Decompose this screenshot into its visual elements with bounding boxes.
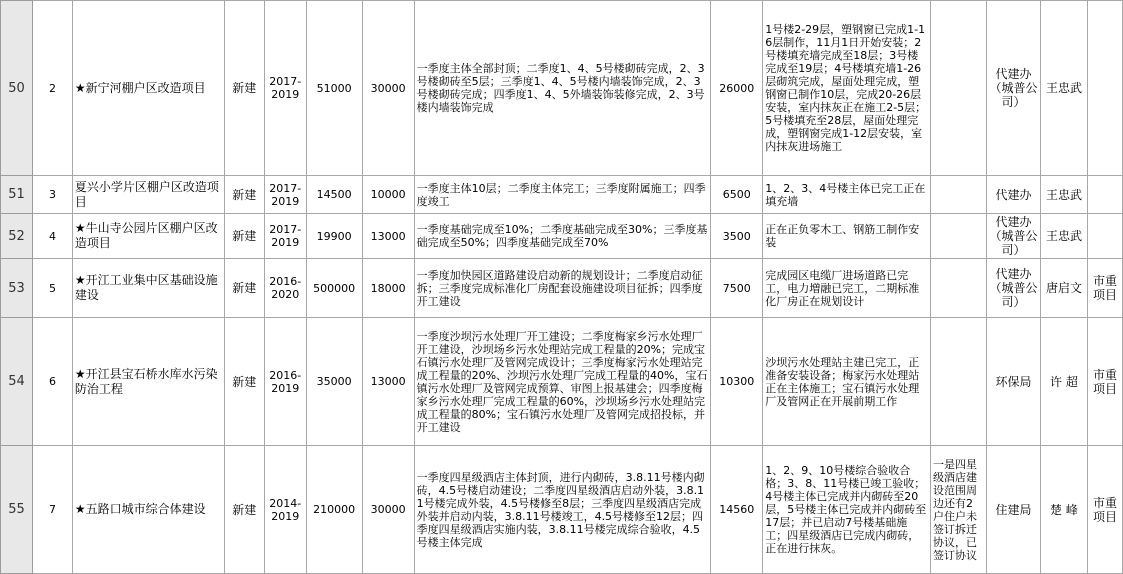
issues-cell[interactable] bbox=[931, 318, 987, 446]
build-type-cell[interactable]: 新建 bbox=[224, 176, 264, 214]
sequence-cell[interactable]: 4 bbox=[32, 214, 72, 259]
leader-cell[interactable]: 唐启文 bbox=[1040, 259, 1087, 318]
annual-plan-cell[interactable]: 18000 bbox=[362, 259, 414, 318]
annual-plan-cell[interactable]: 13000 bbox=[362, 318, 414, 446]
responsible-unit-cell[interactable]: 环保局 bbox=[987, 318, 1041, 446]
issues-cell[interactable] bbox=[931, 176, 987, 214]
row-number[interactable]: 54 bbox=[1, 318, 33, 446]
sequence-cell[interactable]: 3 bbox=[32, 176, 72, 214]
note-cell[interactable]: 市重项目 bbox=[1087, 259, 1122, 318]
progress-cell[interactable]: 1号楼2-29层，塑钢窗已完成1-16层制作，11月1日开始安装；2号楼填充墙完成至18层；3号楼完成至19层；4号楼填充墙1-26层砌筑完成，屋面处理完成，塑钢窗已制作10层，完成20-26层安装，室内抹灰正在施工2-5层；5号楼填充至28层，屋面处理完成，塑钢窗完成1-12层安装，室内抹灰进场施工 bbox=[763, 1, 931, 176]
table-row bbox=[1, 318, 1123, 446]
note-cell[interactable] bbox=[1087, 214, 1122, 259]
quarterly-plan-cell[interactable]: 一季度加快园区道路建设启动新的规划设计；二季度启动征拆；三季度完成标准化厂房配套设施建设项目征拆；四季度开工建设 bbox=[414, 259, 711, 318]
build-type-cell[interactable]: 新建 bbox=[224, 259, 264, 318]
responsible-unit-cell[interactable]: 住建局 bbox=[987, 446, 1041, 574]
build-type-cell[interactable]: 新建 bbox=[224, 446, 264, 574]
issues-cell[interactable] bbox=[931, 259, 987, 318]
period-cell[interactable]: 2017-2019 bbox=[264, 176, 306, 214]
progress-cell[interactable]: 沙坝污水处理站主建已完工，正准备安装设备；梅家污水处理站正在主体施工；宝石镇污水处理厂及管网正在开展前期工作 bbox=[763, 318, 931, 446]
issues-cell[interactable] bbox=[931, 1, 987, 176]
period-cell[interactable]: 2016-2020 bbox=[264, 259, 306, 318]
note-cell[interactable]: 市重项目 bbox=[1087, 446, 1122, 574]
sequence-cell[interactable]: 7 bbox=[32, 446, 72, 574]
quarterly-plan-cell[interactable]: 一季度沙坝污水处理厂开工建设；二季度梅家乡污水处理厂开工建设，沙坝场乡污水处理站完成工程量的20%；完成宝石镇污水处理厂及管网完成设计；三季度梅家污水处理站完成工程量的20%、沙坝污水处理厂完成工程量的40%，宝石镇污水处理厂及管网完成预算、审图上报基建会；四季度梅家乡污水处理厂完成工程量的60%，沙坝场乡污水处理站完成工程量的80%；宝石镇污水处理厂及管网完成招投标，并开工建设 bbox=[414, 318, 711, 446]
leader-cell[interactable]: 王忠武 bbox=[1040, 1, 1087, 176]
annual-plan-cell[interactable]: 13000 bbox=[362, 214, 414, 259]
table-row bbox=[1, 1, 1123, 176]
table-row bbox=[1, 214, 1123, 259]
row-number[interactable]: 53 bbox=[1, 259, 33, 318]
completed-investment-cell[interactable]: 14560 bbox=[711, 446, 763, 574]
responsible-unit-cell[interactable]: 代建办（城普公司） bbox=[987, 259, 1041, 318]
table-row bbox=[1, 259, 1123, 318]
progress-cell[interactable]: 完成园区电缆厂进场道路已完工，电力増融已完工，二期标准化厂房正在规划设计 bbox=[763, 259, 931, 318]
total-investment-cell[interactable]: 35000 bbox=[306, 318, 362, 446]
period-cell[interactable]: 2016-2019 bbox=[264, 318, 306, 446]
responsible-unit-cell[interactable]: 代建办（城普公司） bbox=[987, 1, 1041, 176]
total-investment-cell[interactable]: 500000 bbox=[306, 259, 362, 318]
annual-plan-cell[interactable]: 30000 bbox=[362, 446, 414, 574]
table-row bbox=[1, 176, 1123, 214]
note-cell[interactable]: 市重项目 bbox=[1087, 318, 1122, 446]
progress-cell[interactable]: 正在正负零木工、钢筋工制作安装 bbox=[763, 214, 931, 259]
project-name-cell[interactable]: 夏兴小学片区棚户区改造项目 bbox=[72, 176, 224, 214]
progress-cell[interactable]: 1、2、9、10号楼综合验收合格；3、8、11号楼已竣工验收；4号楼主体已完成并内砌砖至20层，5号楼主体已完成并内砌砖至17层；并已启动7号楼基础施工；四星级酒店已完成内砌砖，正在进行抹灰。 bbox=[763, 446, 931, 574]
leader-cell[interactable]: 王忠武 bbox=[1040, 176, 1087, 214]
completed-investment-cell[interactable]: 26000 bbox=[711, 1, 763, 176]
row-number[interactable]: 52 bbox=[1, 214, 33, 259]
sequence-cell[interactable]: 5 bbox=[32, 259, 72, 318]
completed-investment-cell[interactable]: 10300 bbox=[711, 318, 763, 446]
row-number[interactable]: 51 bbox=[1, 176, 33, 214]
build-type-cell[interactable]: 新建 bbox=[224, 214, 264, 259]
leader-cell[interactable]: 许 超 bbox=[1040, 318, 1087, 446]
annual-plan-cell[interactable]: 10000 bbox=[362, 176, 414, 214]
leader-cell[interactable]: 楚 峰 bbox=[1040, 446, 1087, 574]
total-investment-cell[interactable]: 210000 bbox=[306, 446, 362, 574]
build-type-cell[interactable]: 新建 bbox=[224, 318, 264, 446]
quarterly-plan-cell[interactable]: 一季度四星级酒店主体封顶，进行内砌砖，3.8.11号楼内砌砖，4.5号楼启动建设；二季度四星级酒店启动外装，3.8.11号楼完成外装，4.5号楼修至8层；三季度四星级酒店完成外装并启动内装，3.8.11号楼竣工，4.5号楼修至12层；四季度四星级酒店实施内装，3.8.11号楼完成综合验收，4.5号楼主体完成 bbox=[414, 446, 711, 574]
row-number[interactable]: 55 bbox=[1, 446, 33, 574]
project-name-cell[interactable]: ★新宁河棚户区改造项目 bbox=[72, 1, 224, 176]
note-cell[interactable] bbox=[1087, 176, 1122, 214]
note-cell[interactable] bbox=[1087, 1, 1122, 176]
table-row bbox=[1, 446, 1123, 574]
leader-cell[interactable]: 王忠武 bbox=[1040, 214, 1087, 259]
quarterly-plan-cell[interactable]: 一季度基础完成至10%；二季度基础完成至30%；三季度基础完成至50%；四季度基础完成至70% bbox=[414, 214, 711, 259]
period-cell[interactable]: 2017-2019 bbox=[264, 1, 306, 176]
responsible-unit-cell[interactable]: 代建办（城普公司） bbox=[987, 214, 1041, 259]
build-type-cell[interactable]: 新建 bbox=[224, 1, 264, 176]
completed-investment-cell[interactable]: 3500 bbox=[711, 214, 763, 259]
completed-investment-cell[interactable]: 6500 bbox=[711, 176, 763, 214]
progress-cell[interactable]: 1、2、3、4号楼主体已完工正在填充墙 bbox=[763, 176, 931, 214]
quarterly-plan-cell[interactable]: 一季度主体10层；二季度主体完工；三季度附属施工；四季度竣工 bbox=[414, 176, 711, 214]
project-name-cell[interactable]: ★开江工业集中区基础设施建设 bbox=[72, 259, 224, 318]
quarterly-plan-cell[interactable]: 一季度主体全部封顶；二季度1、4、5号楼砌砖完成，2、3号楼砌砖至5层；三季度1、4、5号楼内墙装饰完成，2、3号楼砌砖完成；四季度1、4、5外墙装饰装修完成，2、3号楼内墙装饰完成 bbox=[414, 1, 711, 176]
project-name-cell[interactable]: ★开江县宝石桥水库水污染防治工程 bbox=[72, 318, 224, 446]
period-cell[interactable]: 2014-2019 bbox=[264, 446, 306, 574]
period-cell[interactable]: 2017-2019 bbox=[264, 214, 306, 259]
sequence-cell[interactable]: 6 bbox=[32, 318, 72, 446]
responsible-unit-cell[interactable]: 代建办 bbox=[987, 176, 1041, 214]
issues-cell[interactable]: 一是四星级酒店建设范围周边还有2户住户未签订拆迁协议，已签订协议 bbox=[931, 446, 987, 574]
sequence-cell[interactable]: 2 bbox=[32, 1, 72, 176]
total-investment-cell[interactable]: 14500 bbox=[306, 176, 362, 214]
completed-investment-cell[interactable]: 7500 bbox=[711, 259, 763, 318]
annual-plan-cell[interactable]: 30000 bbox=[362, 1, 414, 176]
project-name-cell[interactable]: ★五路口城市综合体建设 bbox=[72, 446, 224, 574]
total-investment-cell[interactable]: 19900 bbox=[306, 214, 362, 259]
total-investment-cell[interactable]: 51000 bbox=[306, 1, 362, 176]
project-name-cell[interactable]: ★牛山寺公园片区棚户区改造项目 bbox=[72, 214, 224, 259]
issues-cell[interactable] bbox=[931, 214, 987, 259]
row-number[interactable]: 50 bbox=[1, 1, 33, 176]
